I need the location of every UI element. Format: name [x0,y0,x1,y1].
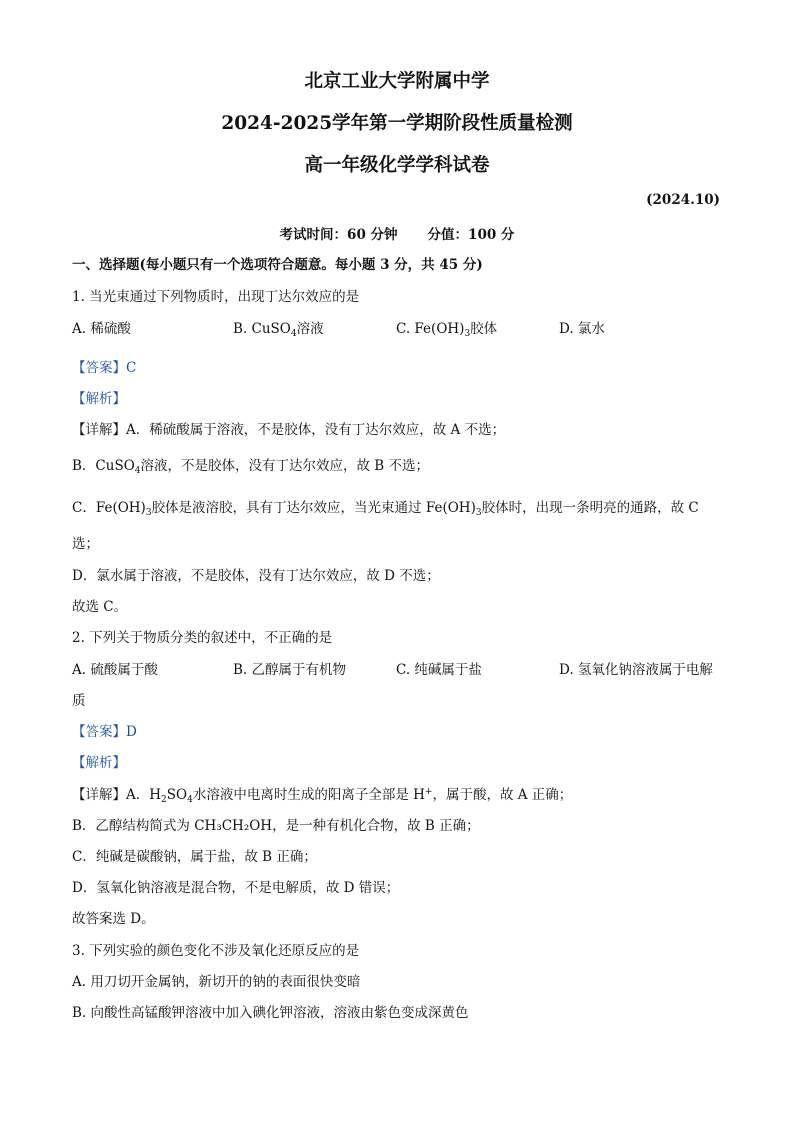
q1-c-text: C. Fe(OH) [396,321,465,337]
q1-detail-c-text1: C．Fe(OH) [72,500,146,516]
q1-detail-c-sub2: 3 [475,508,482,518]
question-2-analysis-label: 【解析】 [72,755,126,771]
question-2-option-c: C. 纯碱属于盐 [396,662,482,678]
question-2-option-a: A. 硫酸属于酸 [72,662,158,678]
question-1-stem: 1. 当光束通过下列物质时，出现丁达尔效应的是 [72,289,360,305]
school-title: 北京工业大学附属中学 [304,71,490,92]
question-1-detail-c-cont: 选； [72,536,99,552]
question-2-option-d-cont: 质 [72,693,86,709]
question-1-detail-d: D．氯水属于溶液，不是胶体，没有丁达尔效应，故 D 不选； [72,568,440,584]
q1-detail-c-sub1: 3 [145,508,152,518]
question-3-option-a: A. 用刀切开金属钠，新切开的钠的表面很快变暗 [72,974,361,990]
q2-detail-a-sub1: 2 [161,795,167,805]
exam-date: (2024.10) [646,192,720,208]
q2-detail-a-sub2: 4 [187,795,193,805]
exam-score: 分值：100 分 [427,227,515,243]
question-1-answer: 【答案】C [72,360,137,376]
q1-c-text2: 胶体 [470,321,498,337]
q1-detail-c-text3: 胶体时，出现一条明亮的通路，故 C [481,500,699,516]
question-1-detail-b [72,457,429,475]
q1-detail-b-text2: 溶液，不是胶体，没有丁达尔效应，故 B 不选； [140,458,430,474]
question-2-conclusion: 故答案选 D。 [72,911,155,927]
question-1-option-c [396,320,497,338]
q1-detail-c-text2: 胶体是液溶胶，具有丁达尔效应，当光束通过 Fe(OH) [151,500,476,516]
question-2-answer: 【答案】D [72,724,137,740]
q2-detail-a-text2: SO [166,787,188,803]
question-1-detail-a: 【详解】A．稀硫酸属于溶液，不是胶体，没有丁达尔效应，故 A 不选； [72,422,506,438]
question-2-option-b: B. 乙醇属于有机物 [233,662,347,678]
exam-title: 2024-2025学年第一学期阶段性质量检测 [221,113,573,134]
q2-detail-a-text3: 水溶液中电离时生成的阳离子全部是 H [192,787,425,803]
q1-c-sub: 3 [464,329,471,339]
q1-b-text2: 溶液 [296,321,324,337]
q1-detail-b-text: B．CuSO [72,458,135,474]
q2-detail-a-text4: ，属于酸，故 A 正确； [432,787,573,803]
q1-b-text: B. CuSO [233,321,291,337]
question-2-detail-c: C．纯碱是碳酸钠，属于盐，故 B 正确； [72,849,317,865]
question-1-option-b [233,320,324,338]
q2-detail-a-text1: 【详解】A．H [72,787,162,803]
section-heading: 一、选择题(每小题只有一个选项符合题意。每小题 3 分，共 45 分) [72,257,483,273]
question-1-option-a: A. 稀硫酸 [72,321,131,337]
question-1-detail-c [72,499,699,517]
question-2-option-d: D. 氢氧化钠溶液属于电解 [559,662,713,678]
question-3-stem: 3. 下列实验的颜色变化不涉及氧化还原反应的是 [72,943,360,959]
q1-b-sub: 4 [290,329,297,339]
question-1-analysis-label: 【解析】 [72,391,126,407]
q1-detail-b-sub: 4 [134,466,141,476]
exam-meta [0,223,794,243]
question-2-detail-d: D．氢氧化钠溶液是混合物，不是电解质，故 D 错误； [72,880,400,896]
subject-title: 高一年级化学学科试卷 [304,155,490,176]
question-2-stem: 2. 下列关于物质分类的叙述中，不正确的是 [72,630,333,646]
exam-time: 考试时间：60 分钟 [279,227,398,243]
question-2-detail-a [72,786,572,804]
question-2-detail-b: B．乙醇结构简式为 CH₃CH₂OH，是一种有机化合物，故 B 正确； [72,818,480,834]
question-3-option-b: B. 向酸性高锰酸钾溶液中加入碘化钾溶液，溶液由紫色变成深黄色 [72,1005,469,1021]
q2-detail-a-sup: + [424,787,433,797]
question-1-option-d: D. 氯水 [559,321,605,337]
question-1-conclusion: 故选 C。 [72,599,128,615]
